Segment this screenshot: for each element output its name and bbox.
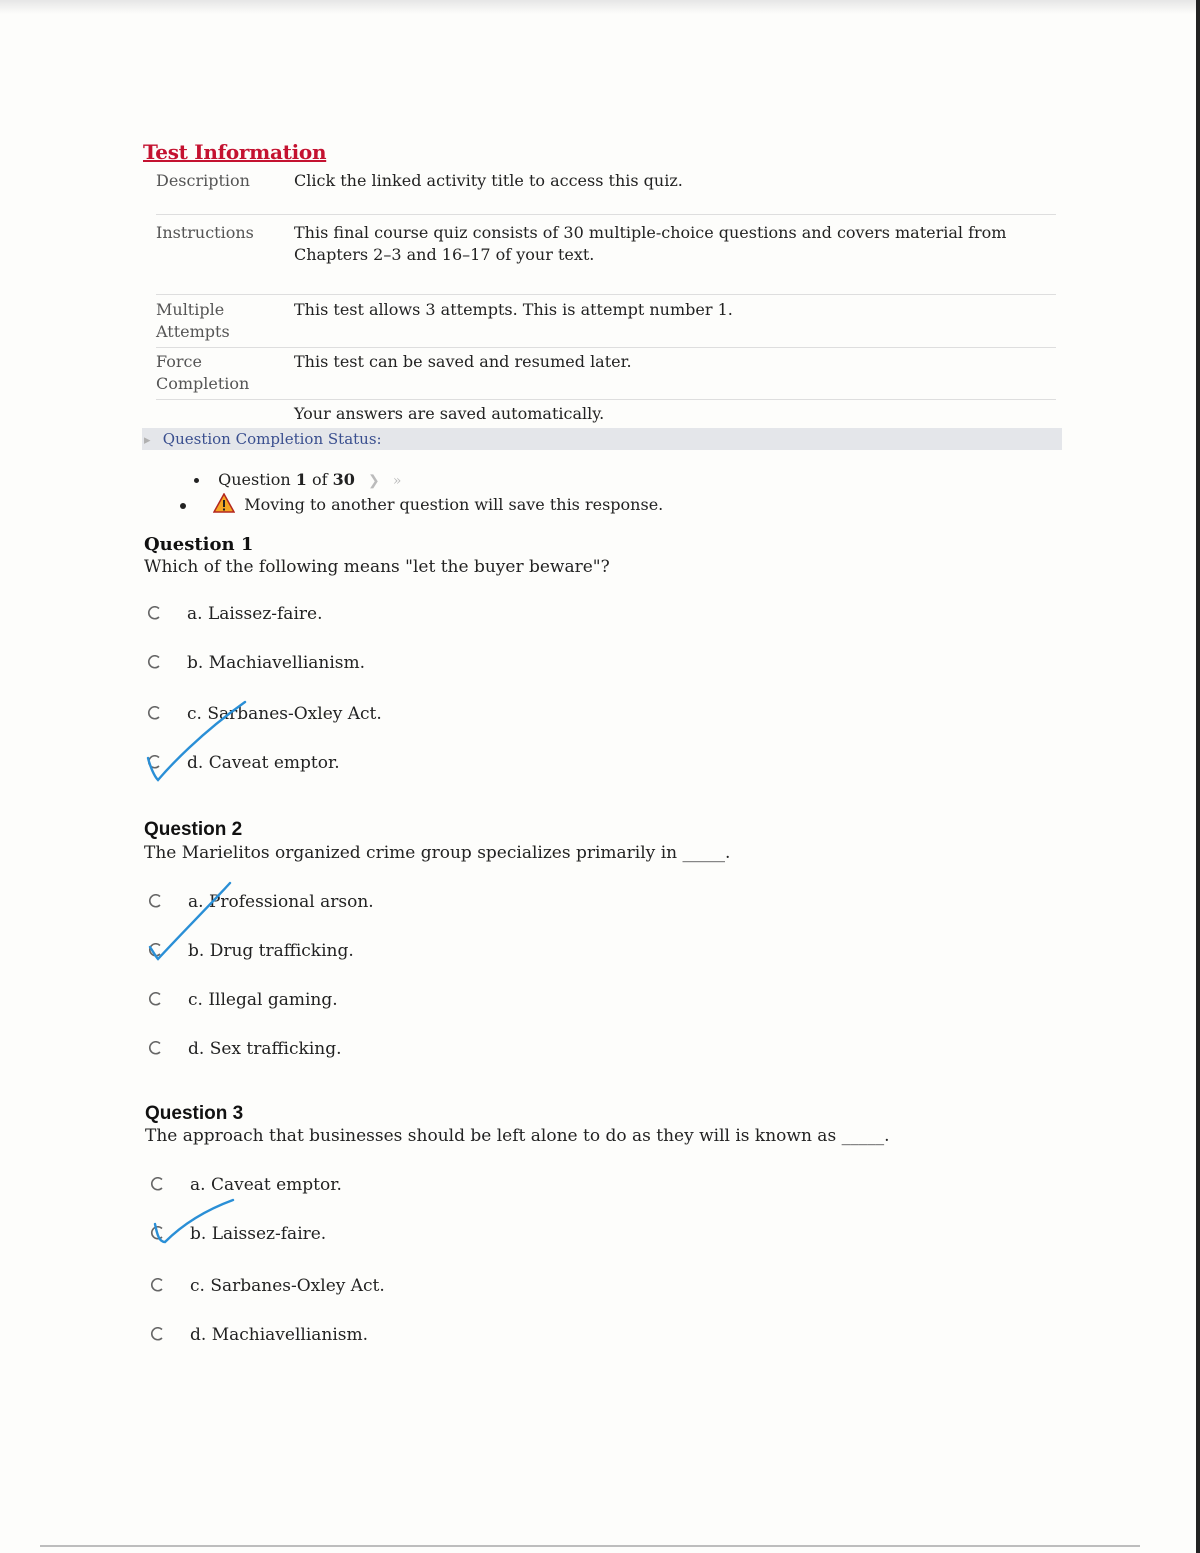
list-bullet bbox=[194, 478, 199, 483]
scan-right-edge bbox=[1196, 0, 1200, 1553]
radio-button[interactable] bbox=[148, 943, 162, 957]
force-completion-value: This test can be saved and resumed later. bbox=[294, 352, 632, 371]
list-bullet bbox=[180, 503, 186, 509]
radio-button[interactable] bbox=[150, 1327, 164, 1341]
question-completion-status-label: Question Completion Status: bbox=[162, 430, 382, 448]
radio-button[interactable] bbox=[150, 1278, 164, 1292]
save-warning-text: Moving to another question will save this response. bbox=[244, 495, 664, 514]
instructions-value: This final course quiz consists of 30 multiple-choice questions and covers material from Chapters 2–3 and 16–17 of your text. bbox=[294, 223, 1007, 264]
question-completion-status-bar[interactable] bbox=[142, 428, 1062, 450]
question-3-title: Question 3 bbox=[145, 1103, 244, 1124]
radio-button[interactable] bbox=[148, 992, 162, 1006]
radio-button[interactable] bbox=[147, 706, 161, 720]
save-warning-item bbox=[180, 493, 663, 520]
row-divider bbox=[156, 347, 1056, 348]
autosave-value: Your answers are saved automatically. bbox=[294, 404, 605, 423]
current-question-number: 1 bbox=[295, 470, 307, 489]
question-1-title: Question 1 bbox=[144, 534, 254, 555]
warning-icon bbox=[213, 493, 235, 520]
expand-icon[interactable]: ▸ bbox=[144, 433, 151, 448]
option-label: c. Sarbanes-Oxley Act. bbox=[190, 1276, 385, 1296]
radio-button[interactable] bbox=[150, 1177, 164, 1191]
question-navigation bbox=[180, 468, 663, 520]
scan-bottom-edge bbox=[40, 1545, 1140, 1547]
force-completion-label: Force Completion bbox=[156, 352, 250, 393]
question-1-text: Which of the following means "let the buyer beware"? bbox=[144, 557, 610, 577]
question-2-text: The Marielitos organized crime group specializes primarily in _____. bbox=[144, 843, 731, 863]
option-label: b. Machiavellianism. bbox=[187, 653, 366, 673]
row-divider bbox=[156, 399, 1056, 400]
multiple-attempts-value: This test allows 3 attempts. This is attempt number 1. bbox=[294, 300, 733, 319]
question-prefix: Question bbox=[218, 470, 291, 489]
test-information-title: Test Information bbox=[143, 140, 327, 164]
option-label: a. Caveat emptor. bbox=[190, 1175, 342, 1195]
radio-button[interactable] bbox=[148, 1041, 162, 1055]
option-label: d. Sex trafficking. bbox=[188, 1039, 342, 1059]
chevron-right-icon[interactable]: ❯ bbox=[368, 473, 380, 489]
double-chevron-right-icon[interactable]: » bbox=[392, 473, 402, 489]
option-label: d. Caveat emptor. bbox=[187, 753, 340, 773]
row-divider bbox=[156, 214, 1056, 215]
option-label: a. Laissez-faire. bbox=[187, 604, 323, 624]
radio-button[interactable] bbox=[148, 894, 162, 908]
total-questions: 30 bbox=[332, 470, 355, 489]
option-label: b. Drug trafficking. bbox=[188, 941, 354, 961]
radio-button[interactable] bbox=[150, 1226, 164, 1240]
radio-button[interactable] bbox=[147, 755, 161, 769]
option-label: a. Professional arson. bbox=[188, 892, 374, 912]
option-label: b. Laissez-faire. bbox=[190, 1224, 327, 1244]
instructions-label: Instructions bbox=[156, 223, 254, 242]
question-position-item bbox=[180, 468, 663, 493]
radio-button[interactable] bbox=[147, 655, 161, 669]
question-3-text: The approach that businesses should be left alone to do as they will is known as _____. bbox=[145, 1126, 890, 1146]
scan-top-shadow bbox=[0, 0, 1200, 14]
option-label: c. Illegal gaming. bbox=[188, 990, 338, 1010]
description-value: Click the linked activity title to access this quiz. bbox=[294, 171, 683, 190]
row-divider bbox=[156, 294, 1056, 295]
description-label: Description bbox=[156, 171, 250, 190]
option-label: d. Machiavellianism. bbox=[190, 1325, 369, 1345]
question-2-title: Question 2 bbox=[144, 819, 243, 840]
radio-button[interactable] bbox=[147, 606, 161, 620]
multiple-attempts-label: Multiple Attempts bbox=[156, 300, 230, 341]
of-label: of bbox=[312, 470, 328, 489]
option-label: c. Sarbanes-Oxley Act. bbox=[187, 704, 382, 724]
